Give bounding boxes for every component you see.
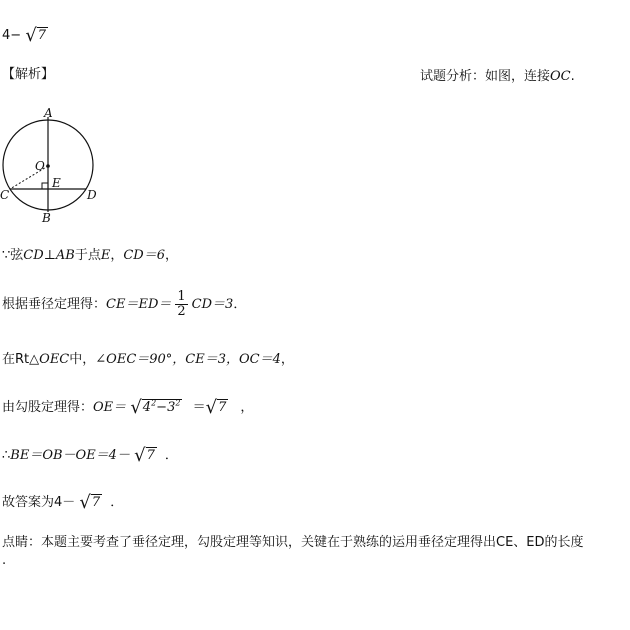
sqrt-expression: $√4^2-3^2$ bbox=[130, 397, 181, 418]
l1-v1: CD⊥AB bbox=[23, 248, 75, 263]
answer-prefix: 4− bbox=[2, 28, 22, 43]
l3-end: ， bbox=[280, 352, 294, 367]
label-d: D bbox=[87, 188, 97, 202]
line-comment-end: . bbox=[2, 553, 7, 568]
label-b: B bbox=[42, 211, 51, 225]
line-right-triangle bbox=[2, 352, 294, 368]
r1a: 4 bbox=[142, 400, 152, 415]
l3-rt: Rt△ bbox=[15, 352, 40, 367]
circle-figure bbox=[0, 108, 110, 228]
analysis-text: 试题分析：如图，连接 bbox=[420, 69, 551, 84]
analysis-var: OC bbox=[550, 69, 571, 84]
r1c: −3 bbox=[156, 400, 176, 415]
r1b: 2 bbox=[151, 398, 157, 408]
l6-end: ． bbox=[110, 495, 124, 510]
l2-pre: 根据垂径定理得： bbox=[2, 297, 107, 312]
l1-sep: ， bbox=[110, 248, 124, 263]
right-angle-mark bbox=[42, 183, 48, 189]
sqrt-seven: √7 bbox=[25, 25, 47, 46]
l4-pre: 由勾股定理得： bbox=[2, 400, 94, 415]
label-o: O bbox=[35, 159, 45, 173]
l3-v1: OEC bbox=[39, 352, 70, 367]
r1d: 2 bbox=[175, 398, 181, 408]
l4-end: ， bbox=[240, 400, 254, 415]
label-a: A bbox=[44, 108, 53, 120]
l1-mid: 于点 bbox=[74, 248, 101, 263]
analysis-end: . bbox=[570, 69, 575, 84]
l5-r: 7 bbox=[146, 448, 155, 463]
fraction-half bbox=[175, 290, 187, 319]
l6-pre: 故答案为4－ bbox=[2, 495, 76, 510]
line-chord bbox=[2, 248, 178, 264]
l5-end: ． bbox=[164, 448, 178, 463]
l4-v1: OE＝ bbox=[93, 400, 127, 415]
frac-num: 1 bbox=[177, 289, 186, 304]
sqrt-seven-4: √7 bbox=[79, 492, 101, 513]
label-c: C bbox=[0, 188, 10, 202]
label-e: E bbox=[52, 176, 61, 190]
center-point bbox=[46, 164, 50, 168]
top-answer bbox=[2, 25, 48, 47]
l1-end: ， bbox=[165, 248, 179, 263]
sqrt-seven-2: √7 bbox=[205, 397, 227, 418]
l5-pre: ∴ bbox=[2, 448, 11, 463]
frac-den: 2 bbox=[177, 304, 186, 319]
section-label: 【解析】 bbox=[2, 67, 55, 82]
line-perp-theorem bbox=[2, 290, 246, 319]
l1-pre: ∵弦 bbox=[2, 248, 24, 263]
l4-r2: 7 bbox=[218, 400, 227, 415]
analysis-intro bbox=[420, 69, 575, 85]
l3-pre: 在 bbox=[2, 352, 16, 367]
l3-v2: ∠OEC＝90°，CE＝3，OC＝4 bbox=[95, 352, 281, 367]
l4-eq: ＝ bbox=[192, 400, 206, 415]
l3-mid: 中， bbox=[69, 352, 96, 367]
l1-v3: CD＝6 bbox=[123, 248, 166, 263]
line-comment: 点睛：本题主要考查了垂径定理，勾股定理等知识，关键在于熟练的运用垂径定理得出CE、ED的长度 bbox=[2, 535, 584, 550]
l5-v1: BE＝OB－OE＝4－ bbox=[10, 448, 130, 463]
line-be bbox=[2, 445, 178, 467]
sqrt-seven-3: √7 bbox=[134, 445, 155, 466]
line-pythagoras bbox=[2, 397, 253, 419]
l1-v2: E bbox=[100, 248, 111, 263]
line-final-answer bbox=[2, 492, 123, 514]
l2-end: ． bbox=[233, 297, 247, 312]
l2-v1: CE＝ED＝ bbox=[106, 297, 172, 312]
l2-v2: CD＝3 bbox=[191, 297, 234, 312]
radicand: 7 bbox=[37, 28, 47, 43]
l6-r: 7 bbox=[91, 495, 101, 510]
